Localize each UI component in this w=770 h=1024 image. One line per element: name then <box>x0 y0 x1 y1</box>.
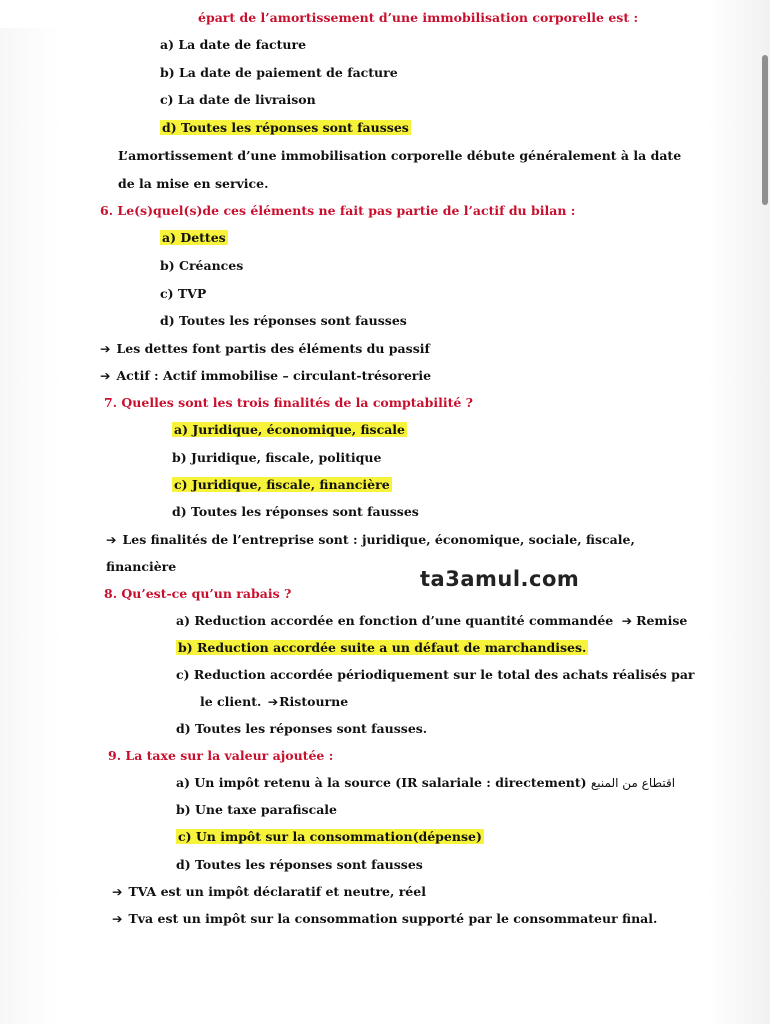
arrow-right-icon: ➔ <box>112 911 123 926</box>
q7-option-b: b) Juridique, fiscale, politique <box>172 450 382 465</box>
q5-option-c: c) La date de livraison <box>160 92 316 107</box>
scrollbar-thumb[interactable] <box>762 55 768 205</box>
q7-option-c <box>172 476 392 494</box>
q9-note-1: ➔ TVA est un impôt déclaratif et neutre, réel <box>112 884 426 899</box>
q5-option-a: a) La date de facture <box>160 37 307 52</box>
arrow-right-icon: ➔ <box>100 341 111 356</box>
highlighted-answer: c) Juridique, fiscale, financière <box>174 477 390 492</box>
question-6-title: 6. Le(s)quel(s)de ces éléments ne fait pas partie de l’actif du bilan : <box>100 203 576 218</box>
q6-option-b: b) Créances <box>160 258 244 273</box>
highlighted-answer: b) Reduction accordée suite a un défaut de marchandises. <box>178 640 587 655</box>
watermark: ta3amul.com <box>420 567 580 591</box>
q7-note-line1: ➔ Les finalités de l’entreprise sont : juridique, économique, sociale, fiscale, <box>106 532 635 547</box>
question-7-title: 7. Quelles sont les trois finalités de la comptabilité ? <box>104 395 473 410</box>
q7-note-line2: financière <box>106 559 177 574</box>
arrow-right-icon: ➔ <box>267 694 279 709</box>
highlighted-answer: a) Dettes <box>162 230 226 245</box>
highlighted-answer: a) Juridique, économique, fiscale <box>174 422 405 437</box>
q7-option-a <box>172 421 407 439</box>
question-5-title: épart de l’amortissement d’une immobilisation corporelle est : <box>198 10 639 25</box>
q6-option-d: d) Toutes les réponses sont fausses <box>160 313 407 328</box>
arabic-annotation: اقتطاع من المنبع <box>590 776 676 790</box>
highlighted-answer: d) Toutes les réponses sont fausses <box>162 120 409 135</box>
arrow-right-icon: ➔ <box>106 532 117 547</box>
highlighted-answer: c) Un impôt sur la consommation(dépense) <box>178 829 482 844</box>
q7-option-d: d) Toutes les réponses sont fausses <box>172 504 419 519</box>
question-9-title: 9. La taxe sur la valeur ajoutée : <box>108 748 334 763</box>
q9-option-d: d) Toutes les réponses sont fausses <box>176 857 423 872</box>
q5-option-b: b) La date de paiement de facture <box>160 65 398 80</box>
question-8-title: 8. Qu’est-ce qu’un rabais ? <box>104 586 292 601</box>
q8-option-d: d) Toutes les réponses sont fausses. <box>176 721 428 736</box>
q8-option-c-line1: c) Reduction accordée périodiquement sur le total des achats réalisés par <box>176 667 695 682</box>
arrow-right-icon: ➔ <box>621 613 633 628</box>
q6-note-1: ➔ Les dettes font partis des éléments du passif <box>100 341 430 356</box>
arrow-right-icon: ➔ <box>112 884 123 899</box>
cropped-header <box>0 0 120 28</box>
q9-option-a: a) Un impôt retenu à la source (IR salariale : directement) اقتطاع من المنبع <box>176 775 676 790</box>
q6-option-a <box>160 229 228 247</box>
q5-explanation-line1: L’amortissement d’une immobilisation corporelle débute généralement à la date <box>118 148 682 163</box>
q9-note-2: ➔ Tva est un impôt sur la consommation supporté par le consommateur final. <box>112 911 658 926</box>
q8-option-b <box>176 639 588 657</box>
q6-note-2: ➔ Actif : Actif immobilise – circulant-trésorerie <box>100 368 432 383</box>
q5-option-d <box>160 119 411 137</box>
arrow-right-icon: ➔ <box>100 368 111 383</box>
q5-explanation-line2: de la mise en service. <box>118 176 269 191</box>
q6-option-c: c) TVP <box>160 286 207 301</box>
q9-option-c <box>176 828 484 846</box>
q8-option-a: a) Reduction accordée en fonction d’une quantité commandée ➔ Remise <box>176 613 688 628</box>
q8-option-c-line2: le client. ➔Ristourne <box>200 694 349 709</box>
q9-option-b: b) Une taxe parafiscale <box>176 802 337 817</box>
